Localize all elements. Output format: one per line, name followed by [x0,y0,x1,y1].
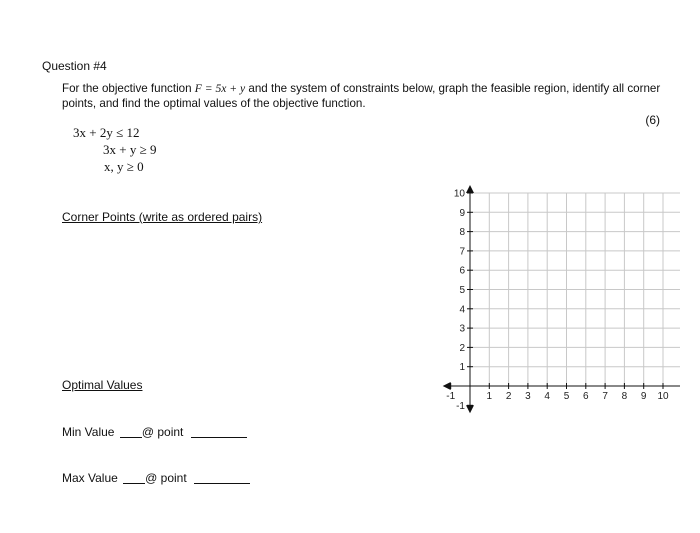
x-tick-label: 6 [583,391,589,402]
y-tick-label: 4 [459,304,465,316]
y-tick-label: -1 [456,400,465,412]
x-tick-label: 10 [657,391,669,402]
x-tick-label: 1 [486,391,493,402]
question-prompt [62,81,662,111]
y-axis-tick-labels [454,189,466,412]
max-value-blank[interactable] [123,471,145,484]
x-tick-label: 9 [640,391,647,402]
y-tick-label: 9 [459,207,465,219]
y-axis-arrow-up [466,185,474,193]
prompt-text-end: and the system of constraints below, graph the feasible region, identify all corner points, and find the optimal values of the objective function. [62,82,661,110]
min-value-label: Min Value [62,425,115,439]
constraint-3: x, y ≥ 0 [104,159,144,174]
y-tick-label: 1 [459,362,465,374]
y-tick-label: 5 [459,285,465,296]
min-value-blank[interactable] [120,425,142,438]
x-axis-tick-labels [446,391,669,402]
max-value-row [62,471,250,485]
y-tick-label: 3 [459,323,465,335]
min-point-blank[interactable] [191,425,247,438]
grid-lines [470,193,680,386]
max-point-blank[interactable] [194,471,250,484]
max-value-label: Max Value [62,471,118,485]
objective-function: F = 5x + y [194,82,246,95]
min-value-row [62,425,247,439]
y-tick-label: 10 [453,188,465,200]
y-tick-label: 8 [459,227,465,239]
y-axis-arrow-down [466,405,474,413]
constraint-2: 3x + y ≥ 9 [103,142,157,157]
coordinate-grid[interactable] [440,185,680,420]
min-at-point-label: @ point [141,425,184,439]
x-tick-label: 8 [621,391,628,402]
prompt-text-start: For the objective function [62,82,195,95]
points-value: (6) [645,113,660,127]
x-tick-label: -1 [446,391,456,402]
constraint-1: 3x + 2y ≤ 12 [73,125,140,140]
x-axis-arrow-left [443,382,451,390]
question-title: Question #4 [42,59,107,73]
x-tick-label: 4 [544,391,550,402]
y-tick-label: 2 [459,342,465,354]
x-tick-label: 7 [602,391,608,402]
y-tick-label: 6 [459,265,465,277]
x-tick-label: 2 [505,391,512,402]
max-at-point-label: @ point [145,471,187,485]
corner-points-heading: Corner Points (write as ordered pairs) [62,210,263,224]
optimal-values-heading: Optimal Values [62,378,143,392]
x-tick-label: 3 [525,391,531,402]
y-tick-label: 7 [459,246,465,258]
axes [443,185,680,413]
x-tick-label: 5 [563,391,570,402]
